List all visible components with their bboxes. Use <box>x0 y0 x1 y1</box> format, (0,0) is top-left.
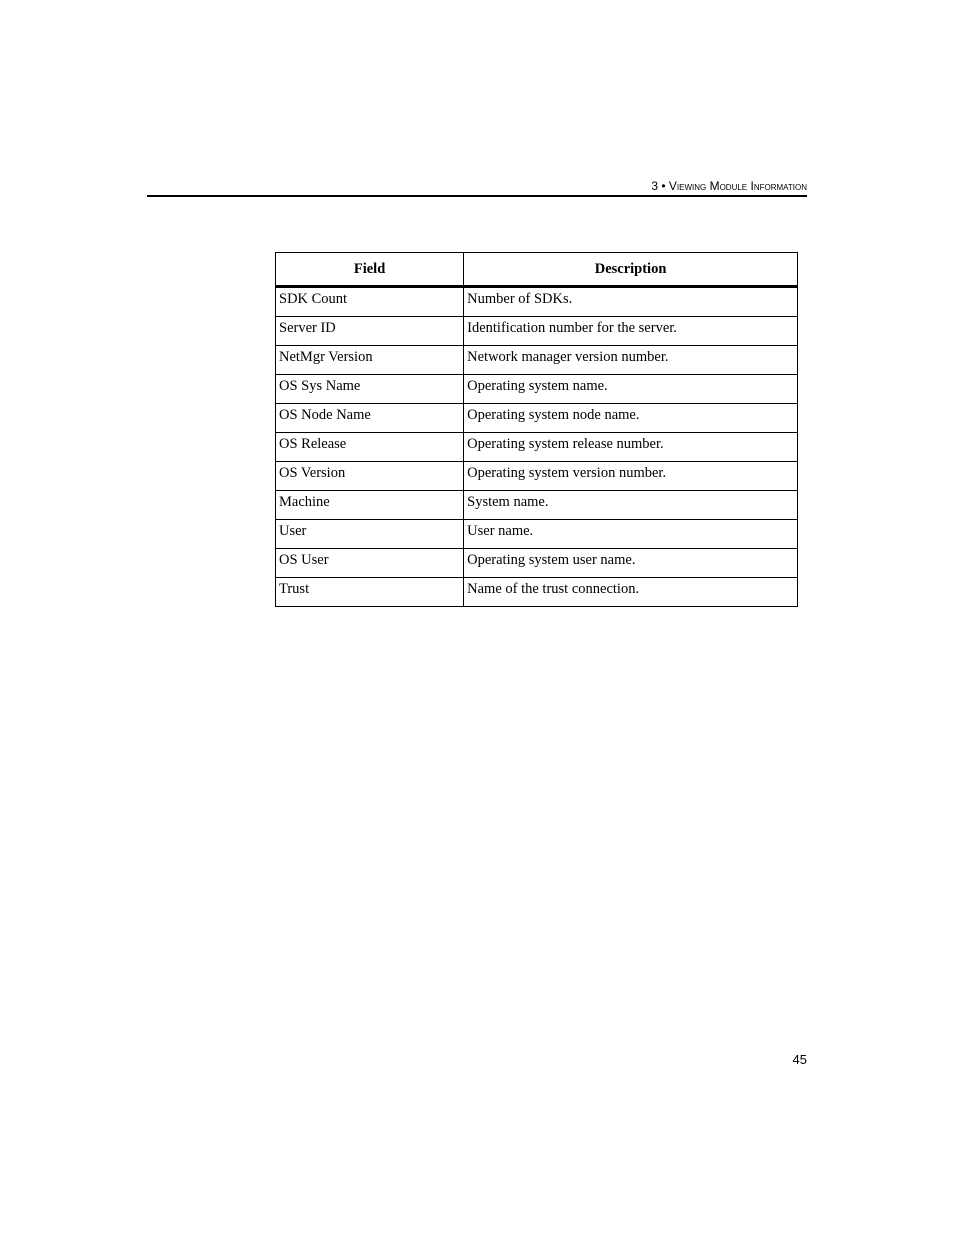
table-header-row <box>276 253 798 287</box>
description-cell: Operating system node name. <box>464 404 798 433</box>
description-cell: User name. <box>464 520 798 549</box>
field-cell: OS Version <box>276 462 464 491</box>
description-cell: Operating system name. <box>464 375 798 404</box>
description-cell: Network manager version number. <box>464 346 798 375</box>
field-cell: User <box>276 520 464 549</box>
running-header: 3 • Viewing Module Information <box>651 179 807 193</box>
page-number: 45 <box>792 1052 807 1067</box>
table-row <box>276 346 798 375</box>
description-cell: Name of the trust connection. <box>464 578 798 607</box>
table-row <box>276 404 798 433</box>
table-row <box>276 287 798 317</box>
table-row <box>276 520 798 549</box>
field-cell: Trust <box>276 578 464 607</box>
column-header-description: Description <box>464 253 798 287</box>
field-cell: Machine <box>276 491 464 520</box>
field-cell: Server ID <box>276 317 464 346</box>
table-row <box>276 578 798 607</box>
description-cell: Identification number for the server. <box>464 317 798 346</box>
description-cell: Operating system user name. <box>464 549 798 578</box>
field-description-table <box>275 252 798 607</box>
field-cell: OS Sys Name <box>276 375 464 404</box>
table-row <box>276 433 798 462</box>
table-row <box>276 549 798 578</box>
description-cell: System name. <box>464 491 798 520</box>
table-row <box>276 491 798 520</box>
table-row <box>276 317 798 346</box>
header-rule <box>147 195 807 197</box>
field-cell: OS Node Name <box>276 404 464 433</box>
column-header-field: Field <box>276 253 464 287</box>
table-row <box>276 375 798 404</box>
field-cell: OS Release <box>276 433 464 462</box>
field-cell: SDK Count <box>276 287 464 317</box>
field-cell: NetMgr Version <box>276 346 464 375</box>
description-cell: Operating system version number. <box>464 462 798 491</box>
table-row <box>276 462 798 491</box>
description-cell: Number of SDKs. <box>464 287 798 317</box>
field-cell: OS User <box>276 549 464 578</box>
description-cell: Operating system release number. <box>464 433 798 462</box>
